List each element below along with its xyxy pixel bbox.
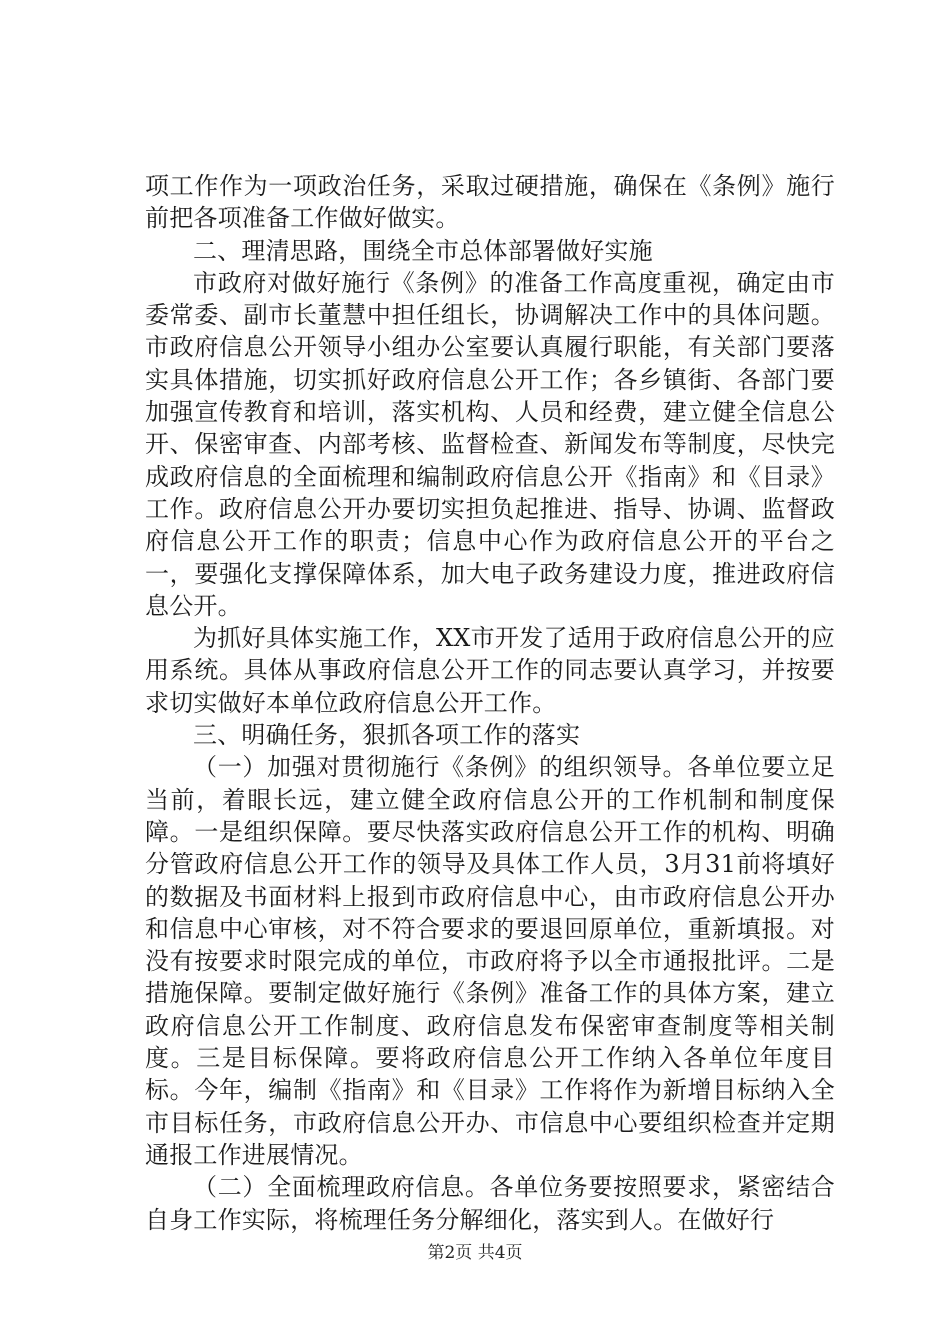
section-heading-3: 三、明确任务，狠抓各项工作的落实 [193, 721, 581, 750]
paragraph-information-sorting: （二）全面梳理政府信息。各单位务要按照要求，紧密结合自身工作实际，将梳理任务分解细化，落实到人。在做好行 [145, 1173, 835, 1234]
paragraph-leadership: 市政府对做好施行《条例》的准备工作高度重视，确定由市委常委、副市长董慧中担任组长，协调解决工作中的具体问题。市政府信息公开领导小组办公室要认真履行职能，有关部门要落实具体措施，切实抓好政府信息公开工作；各乡镇街、各部门要加强宣传教育和培训，落实机构、人员和经费，建立健全信息公开、保密审查、内部考核、监督检查、新闻发布等制度，尽快完成政府信息的全面梳理和编制政府信息公开《指南》和《目录》工作。政府信息公开办要切实担负起推进、指导、协调、监督政府信息公开工作的职责；信息中心作为政府信息公开的平台之一，要强化支撑保障体系，加大电子政务建设力度，推进政府信息公开。 [145, 268, 835, 620]
paragraph-organization: （一）加强对贯彻施行《条例》的组织领导。各单位要立足当前，着眼长远，建立健全政府信息公开的工作机制和制度保障。一是组织保障。要尽快落实政府信息公开工作的机构、明确分管政府信息公开工作的领导及具体工作人员，3月31前将填好的数据及书面材料上报到市政府信息中心，由市政府信息公开办和信息中心审核，对不符合要求的要退回原单位，重新填报。对没有按要求时限完成的单位，市政府将予以全市通报批评。二是措施保障。要制定做好施行《条例》准备工作的具体方案，建立政府信息公开工作制度、政府信息发布保密审查制度等相关制度。三是目标保障。要将政府信息公开工作纳入各单位年度目标。今年，编制《指南》和《目录》工作将作为新增目标纳入全市目标任务，市政府信息公开办、市信息中心要组织检查并定期通报工作进展情况。 [145, 753, 835, 1169]
page-number-footer: 第2页 共4页 [427, 1243, 523, 1263]
section-heading-2: 二、理清思路，围绕全市总体部署做好实施 [193, 236, 653, 265]
paragraph-application-system: 为抓好具体实施工作，XX市开发了适用于政府信息公开的应用系统。具体从事政府信息公开工作的同志要认真学习，并按要求切实做好本单位政府信息公开工作。 [145, 624, 835, 717]
paragraph-continuation: 项工作作为一项政治任务，采取过硬措施，确保在《条例》施行前把各项准备工作做好做实。 [145, 172, 835, 233]
document-body [145, 170, 835, 1236]
